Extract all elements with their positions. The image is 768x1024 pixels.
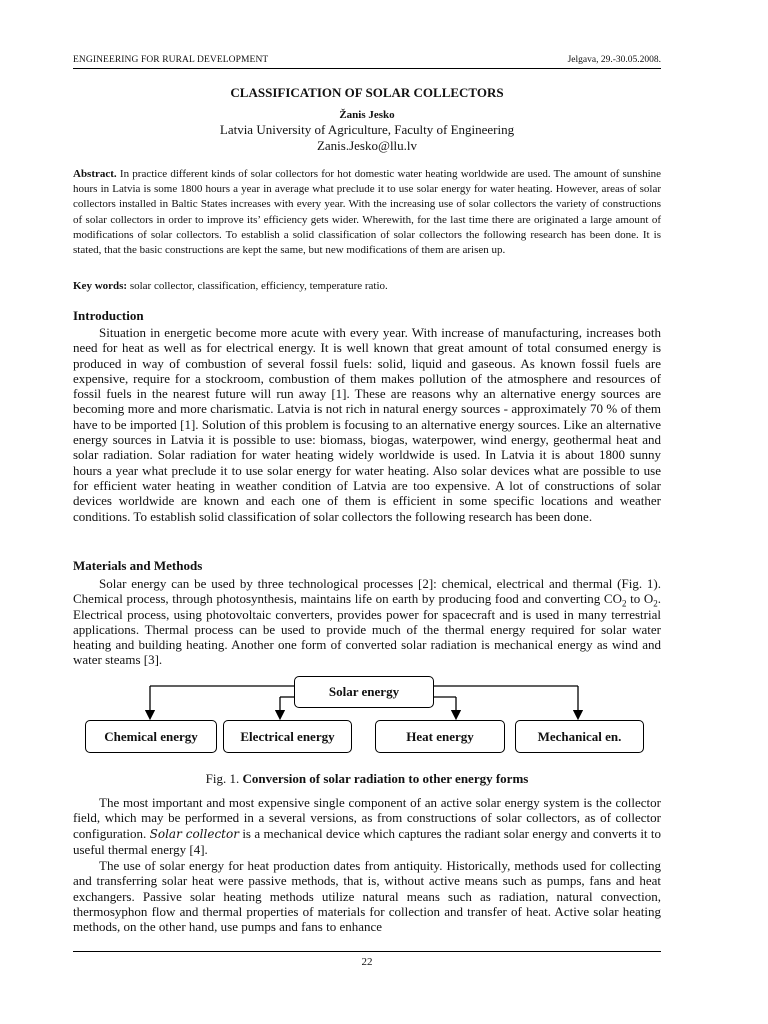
o2-subscript: 2 [653, 598, 658, 609]
history-paragraph: The use of solar energy for heat production dates from antiquity. Historically, methods used for collecting and transferring solar heat were passive methods, that is, without active means such as pumps, fans and heat exchangers. Passive solar heating methods utilize natural means such as radiation, natural convection, thermosyphon flow and thermal properties of materials for collection and transfer of heat. Active solar heating methods, on the other hand, use pumps and fans to enhance [73, 858, 661, 935]
figure-label: Fig. 1. [205, 771, 240, 786]
box-mechanical-energy: Mechanical en. [515, 720, 644, 753]
methods-text-a: Solar energy can be used by three technological processes [2]: chemical, electrical and thermal (Fig. 1). Chemical process, through photosynthesis, maintains life on earth by producing food and converting CO [73, 576, 661, 607]
author-email: Zanis.Jesko@llu.lv [316, 138, 418, 153]
box-heat-energy: Heat energy [375, 720, 505, 753]
methods-paragraph [73, 576, 661, 668]
figure-title: Conversion of solar radiation to other energy forms [242, 771, 529, 786]
methods-heading: Materials and Methods [73, 558, 203, 573]
box-solar-energy: Solar energy [294, 676, 434, 708]
methods-text-b: to O [626, 591, 654, 607]
affiliation-block [73, 122, 661, 154]
keywords [73, 280, 661, 292]
collector-text-a: The most important and most expensive single component of an active solar energy system is the collector field, which may be performed in a several versions, as from constructions of solar collectors, as of collector configuration. [73, 795, 661, 841]
abstract-label: Abstract. [73, 168, 117, 180]
header-journal: ENGINEERING FOR RURAL DEVELOPMENT [73, 55, 269, 65]
keywords-text: solar collector, classification, efficiency, temperature ratio. [129, 280, 388, 292]
header-date: Jelgava, 29.-30.05.2008. [567, 55, 661, 65]
intro-paragraph: Situation in energetic become more acute with every year. With increase of manufacturing, increases both need for heat as well as for electrical energy. It is well known that great amount of total consumed energy is produced in way of combustion of several fossil fuels: solid, liquid and gaseous. As known fossil fuels are expensive, require for a stockroom, combustion of them makes pollution of the atmosphere and resources of fossil fuels in the nearest future will run away [1]. These are reasons why an alternative energy sources are becoming more and more charismatic. Latvia is not rich in natural energy sources - approximately 70 % of them have to be imported [1]. Solution of this problem is focusing to an alternative energy sources. Like an alternative energy sources in Latvia it is possible to use: biomass, biogas, waterpower, wind energy, geothermal heat and solar radiation. Solar radiation for water heating widely worldwide is used. In Latvia it is about 1800 sunny hours a year what preclude it to use solar energy for water heating. Also solar devices what are possible to use for efficient water heating in weather condition of Latvia are too expensive. A lot of constructions of solar devices worldwide are known and each one of them is efficient in some specific locations and weather conditions. To establish solid classification of solar collectors the following research has been done. [73, 325, 661, 524]
footer-rule [73, 951, 661, 952]
keywords-label: Key words: [73, 280, 128, 292]
co2-subscript: 2 [622, 598, 627, 609]
author-name: Žanis Jesko [339, 109, 395, 121]
energy-conversion-diagram [80, 670, 650, 765]
abstract [73, 167, 661, 258]
intro-heading: Introduction [73, 308, 144, 323]
header-rule [73, 68, 661, 69]
solar-collector-term: Solar collector [149, 826, 239, 841]
box-chemical-energy: Chemical energy [85, 720, 217, 753]
figure-caption [73, 771, 661, 787]
abstract-text: In practice different kinds of solar collectors for hot domestic water heating worldwide are used. The amount of sunshine hours in Latvia is some 1800 hours a year in average what preclude it to use solar energy for water heating. However, areas of solar collectors installed in Baltic States increases with every year. With the increasing use of solar collectors the variety of constructions of solar collectors in order to improve its’ efficiency gets wider. Wherewith, for the last time there are originated a large amount of modifications of solar collectors. To establish a solid classification of solar collectors the following research has been done. It is stated, that the basic constructions are kept the same, but new modifications of them are arisen up. [73, 168, 662, 257]
methods-text-c: . Electrical process, using photovoltaic converters, provides power for spacecraft and is used in many terrestrial applications. Thermal process can be used to provide much of the thermal energy required for solar water heating and building heating. Another one form of converted solar radiation is mechanical energy as wind and water steams [3]. [73, 591, 662, 668]
affiliation: Latvia University of Agriculture, Faculty of Engineering [219, 122, 515, 137]
box-electrical-energy: Electrical energy [223, 720, 352, 753]
page-number: 22 [361, 956, 373, 968]
collector-paragraph [73, 795, 661, 857]
collector-text-b: is a mechanical device which captures the radiant solar energy and converts it to useful thermal energy [4]. [73, 825, 662, 857]
paper-title: CLASSIFICATION OF SOLAR COLLECTORS [230, 85, 504, 100]
